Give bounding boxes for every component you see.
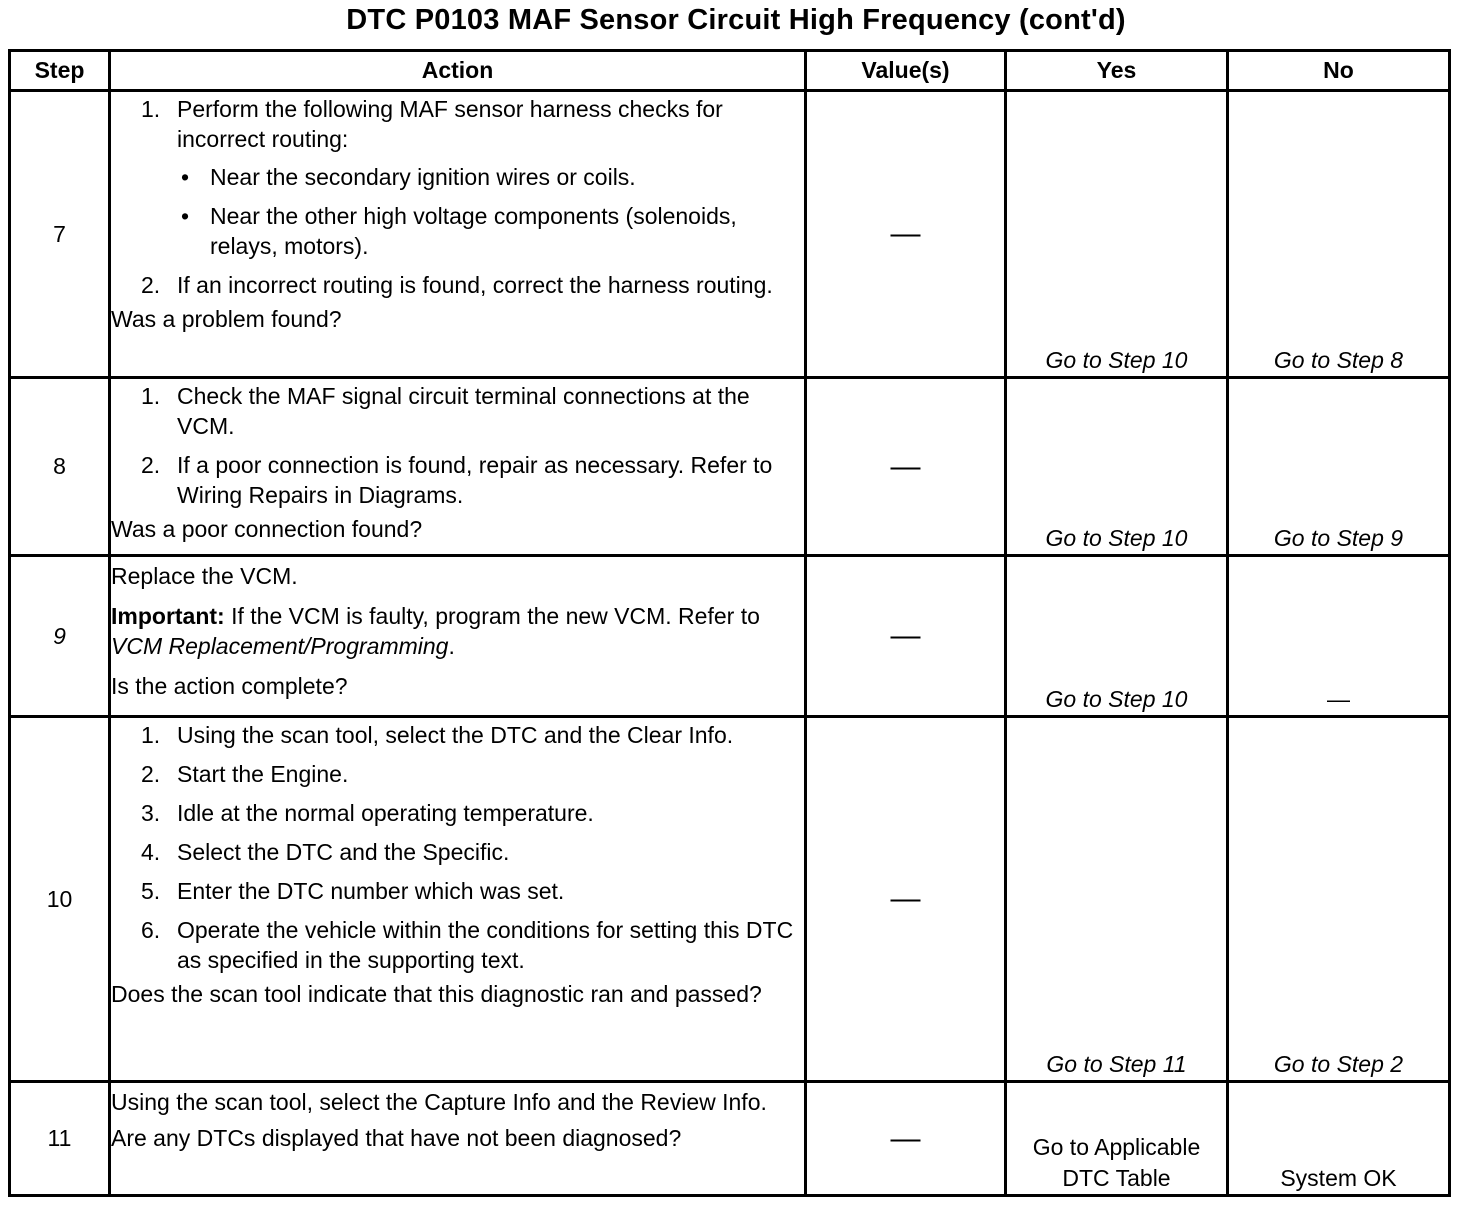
table-row-step-11 — [10, 1082, 1450, 1196]
bullet-item — [177, 162, 804, 192]
important-note — [111, 601, 804, 661]
item-number: 1. — [141, 383, 161, 409]
yes-link[interactable]: Go to Applicable DTC Table — [1006, 1082, 1228, 1196]
header-row — [10, 51, 1450, 91]
action-line: Replace the VCM. — [111, 563, 298, 589]
item-number: 5. — [141, 878, 161, 904]
item-number: 2. — [141, 452, 161, 478]
no-value: — — [1228, 556, 1450, 717]
item-text: Check the MAF signal circuit terminal connections at the VCM. — [177, 383, 750, 439]
no-result: System OK — [1228, 1082, 1450, 1196]
bullet-item — [177, 201, 804, 261]
item-text: If a poor connection is found, repair as necessary. Refer to Wiring Repairs in Diagrams. — [177, 452, 773, 508]
value-cell: — — [806, 91, 1006, 378]
step-number: 7 — [10, 91, 110, 378]
action-question: Was a problem found? — [111, 306, 342, 332]
item-text: Operate the vehicle within the conditions for setting this DTC as specified in the supporting text. — [177, 917, 794, 973]
action-cell — [110, 1082, 806, 1196]
bullet-text: Near the other high voltage components (solenoids, relays, motors). — [210, 203, 737, 259]
yes-link[interactable]: Go to Step 11 — [1006, 717, 1228, 1082]
action-item — [111, 450, 804, 510]
item-text: Idle at the normal operating temperature. — [177, 800, 594, 826]
value-cell: — — [806, 1082, 1006, 1196]
action-cell — [110, 556, 806, 717]
action-item — [111, 381, 804, 441]
item-text: Enter the DTC number which was set. — [177, 878, 565, 904]
value-cell: — — [806, 717, 1006, 1082]
header-yes: Yes — [1006, 51, 1228, 91]
item-text: Perform the following MAF sensor harness checks for incorrect routing: — [177, 96, 723, 152]
item-number: 1. — [141, 96, 161, 122]
no-link[interactable]: Go to Step 9 — [1228, 378, 1450, 556]
table-row-step-10 — [10, 717, 1450, 1082]
item-number: 3. — [141, 800, 161, 826]
yes-link[interactable]: Go to Step 10 — [1006, 556, 1228, 717]
header-action: Action — [110, 51, 806, 91]
action-question: Is the action complete? — [111, 673, 348, 699]
item-text: Start the Engine. — [177, 761, 349, 787]
bullet-icon: • — [181, 164, 190, 190]
item-text: Select the DTC and the Specific. — [177, 839, 510, 865]
page-title: DTC P0103 MAF Sensor Circuit High Frequency (cont'd) — [346, 4, 1126, 36]
header-no: No — [1228, 51, 1450, 91]
action-item — [111, 798, 804, 828]
action-item — [111, 94, 804, 261]
step-number: 9 — [10, 556, 110, 717]
no-link[interactable]: Go to Step 8 — [1228, 91, 1450, 378]
item-number: 6. — [141, 917, 161, 943]
action-item — [111, 915, 804, 975]
action-line: Using the scan tool, select the Capture Info and the Review Info. — [111, 1089, 767, 1115]
value-cell: — — [806, 556, 1006, 717]
action-question: Was a poor connection found? — [111, 516, 423, 542]
action-question: Are any DTCs displayed that have not been diagnosed? — [111, 1125, 682, 1151]
action-cell — [110, 91, 806, 378]
item-text: Using the scan tool, select the DTC and the Clear Info. — [177, 722, 734, 748]
table-row-step-8 — [10, 378, 1450, 556]
important-text: If the VCM is faulty, program the new VCM. Refer to — [224, 603, 760, 629]
item-number: 1. — [141, 722, 161, 748]
item-text: If an incorrect routing is found, correct the harness routing. — [177, 272, 773, 298]
action-cell — [110, 717, 806, 1082]
action-item — [111, 759, 804, 789]
action-cell — [110, 378, 806, 556]
important-reference: VCM Replacement/Programming — [111, 633, 449, 659]
action-item — [111, 270, 804, 300]
action-item — [111, 720, 804, 750]
yes-link[interactable]: Go to Step 10 — [1006, 378, 1228, 556]
item-number: 2. — [141, 272, 161, 298]
important-end: . — [448, 633, 455, 659]
step-number: 11 — [10, 1082, 110, 1196]
bullet-text: Near the secondary ignition wires or coils. — [210, 164, 636, 190]
bullet-icon: • — [181, 203, 190, 229]
table-row-step-7 — [10, 91, 1450, 378]
action-item — [111, 837, 804, 867]
no-link[interactable]: Go to Step 2 — [1228, 717, 1450, 1082]
action-question: Does the scan tool indicate that this diagnostic ran and passed? — [111, 981, 762, 1007]
important-label: Important: — [111, 603, 225, 629]
step-number: 10 — [10, 717, 110, 1082]
yes-link[interactable]: Go to Step 10 — [1006, 91, 1228, 378]
action-item — [111, 876, 804, 906]
step-number: 8 — [10, 378, 110, 556]
header-step: Step — [10, 51, 110, 91]
item-number: 2. — [141, 761, 161, 787]
header-values: Value(s) — [806, 51, 1006, 91]
diagnostic-table — [8, 49, 1451, 1197]
value-cell: — — [806, 378, 1006, 556]
table-row-step-9 — [10, 556, 1450, 717]
item-number: 4. — [141, 839, 161, 865]
